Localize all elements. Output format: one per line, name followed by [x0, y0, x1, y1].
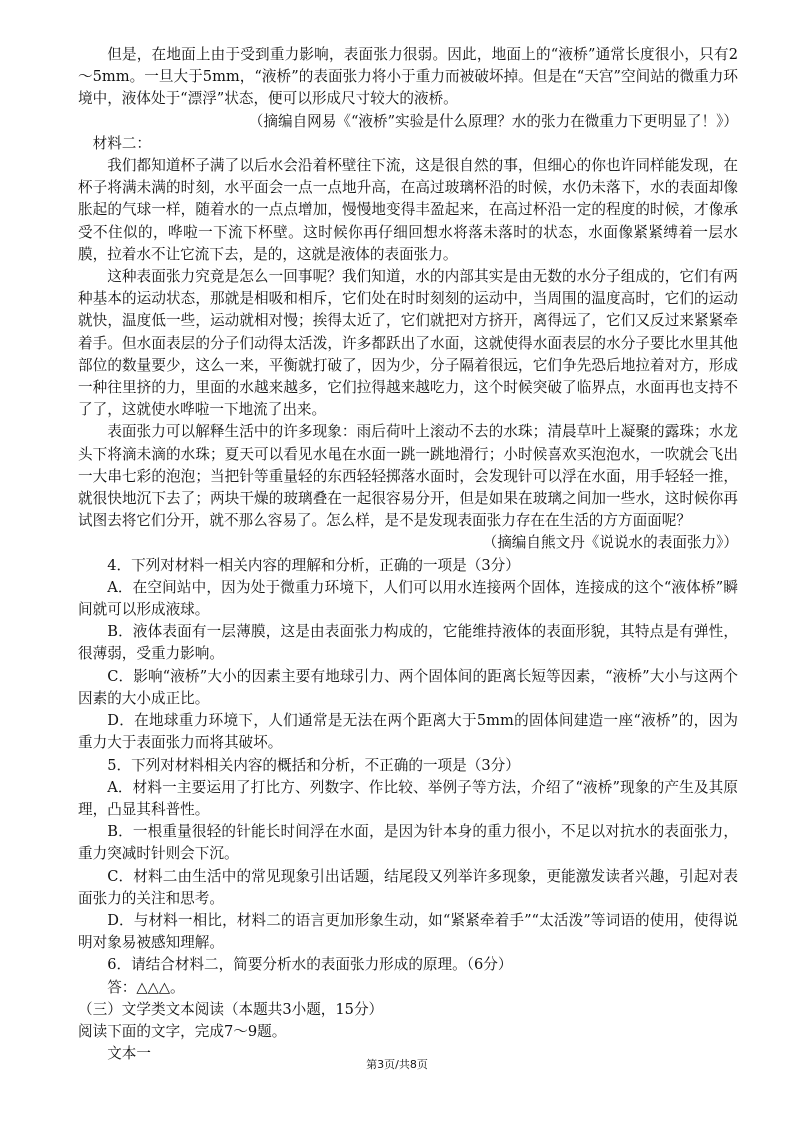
material2-paragraph-1: 我们都知道杯子满了以后水会沿着杯壁往下流，这是很自然的事，但细心的你也许同样能发现，在杯子将满未满的时刻，水平面会一点一点地升高，在高过玻璃杯沿的时候，水仍未落下，水的表面却像胀起的气球一样，随着水的一点点增加，慢慢地变得丰盈起来，在高过杯沿一定的程度的时候，才像承受不住似的，哗啦一下流下杯壁。这时候你再仔细回想水将落未落时的状态，水面像紧紧缚着一层水膜，拉着水不让它流下去，是的，这就是液体的表面张力。: [78, 157, 738, 263]
question-5-option-c: C．材料二由生活中的常见现象引出话题，结尾段又列举许多现象，更能激发读者兴趣，引起对表面张力的关注和思考。: [78, 867, 738, 907]
question-4-option-d: D．在地球重力环境下，人们通常是无法在两个距离大于5mm的固体间建造一座“液桥”的，因为重力大于表面张力而将其破坏。: [78, 712, 738, 752]
question-5-option-d: D．与材料一相比，材料二的语言更加形象生动，如“紧紧牵着手”“太活泼”等词语的使用，使得说明对象易被感知理解。: [78, 911, 738, 952]
material2-heading: 材料二：: [92, 134, 151, 152]
question-6-answer: 答：△△△。: [107, 978, 185, 996]
question-5-option-a: A．材料一主要运用了打比方、列数字、作比较、举例子等方法，介绍了“液桥”现象的产生及其原理，凸显其科普性。: [78, 778, 738, 818]
section-3-heading: （三）文学类文本阅读（本题共3小题，15分）: [78, 1000, 384, 1018]
material2-paragraph-2: 这种表面张力究竟是怎么一回事呢？我们知道，水的内部其实是由无数的水分子组成的，它们有两种基本的运动状态，那就是相吸和相斥，它们处在时时刻刻的运动中，当周围的温度高时，它们的运动就快，温度低一些，运动就相对慢；挨得太近了，它们就把对方挤开，离得远了，它们又反过来紧紧牵着手。但水面表层的分子们动得太活泼，许多都跃出了水面，这就使得水面表层的水分子要比水里其他部位的数量要少，这么一来，平衡就打破了，因为少，分子隔着很远，它们争先恐后地拉着对方，形成一种往里挤的力，里面的水越来越多，它们拉得越来越吃力，这个时候突破了临界点，水面再也支持不了了，这就使水哗啦一下地流了出来。: [78, 268, 738, 419]
question-5-stem: 5．下列对材料相关内容的概括和分析，不正确的一项是（3分）: [107, 756, 520, 774]
page-number: 第3页/共8页: [366, 1058, 428, 1071]
question-6-stem: 6．请结合材料二，简要分析水的表面张力形成的原理。（6分）: [107, 956, 513, 974]
question-4-stem: 4．下列对材料一相关内容的理解和分析，正确的一项是（3分）: [107, 556, 520, 574]
material1-paragraph: 但是，在地面上由于受到重力影响，表面张力很弱。因此，地面上的“液桥”通常长度很小，只有2～5mm。一旦大于5mm，“液桥”的表面张力将小于重力而被破坏掉。但是在“天宫”空间站的微重力环境中，液体处于“漂浮”状态，便可以形成尺寸较大的液桥。: [78, 46, 738, 108]
material2-source: （摘编自熊文丹《说说水的表面张力》）: [482, 534, 738, 552]
question-4-option-c: C．影响“液桥”大小的因素主要有地球引力、两个固体间的距离长短等因素，“液桥”大小与这两个因素的大小成正比。: [78, 667, 738, 707]
text-1-label: 文本一: [107, 1045, 151, 1063]
material1-source: （摘编自网易《“液桥”实验是什么原理？水的张力在微重力下更明显了！》）: [248, 112, 738, 130]
material2-paragraph-3: 表面张力可以解释生活中的许多现象：雨后荷叶上滚动不去的水珠；清晨草叶上凝聚的露珠；水龙头下将滴未滴的水珠；夏天可以看见水黾在水面一跳一跳地滑行；小时候喜欢买泡泡水，一吹就会飞出一大串七彩的泡泡；当把针等重量轻的东西轻轻掷落水面时，会发现针可以浮在水面，用手轻轻一推，就很快地沉下去了；两块干燥的玻璃叠在一起很容易分开，但是如果在玻璃之间加一些水，这时候你再试图去将它们分开，就不那么容易了。怎么样，是不是发现表面张力存在在生活的方方面面呢？: [78, 423, 738, 530]
section-3-instruction: 阅读下面的文字，完成7～9题。: [78, 1022, 287, 1040]
question-4-option-a: A．在空间站中，因为处于微重力环境下，人们可以用水连接两个固体，连接成的这个“液体桥”瞬间就可以形成液球。: [78, 578, 738, 619]
question-4-option-b: B．液体表面有一层薄膜，这是由表面张力构成的，它能维持液体的表面形貌，其特点是有弹性，很薄弱，受重力影响。: [78, 623, 738, 663]
document-page: [78, 44, 738, 1065]
question-5-option-b: B．一根重量很轻的针能长时间浮在水面，是因为针本身的重力很小，不足以对抗水的表面张力，重力突减时针则会下沉。: [78, 823, 738, 863]
